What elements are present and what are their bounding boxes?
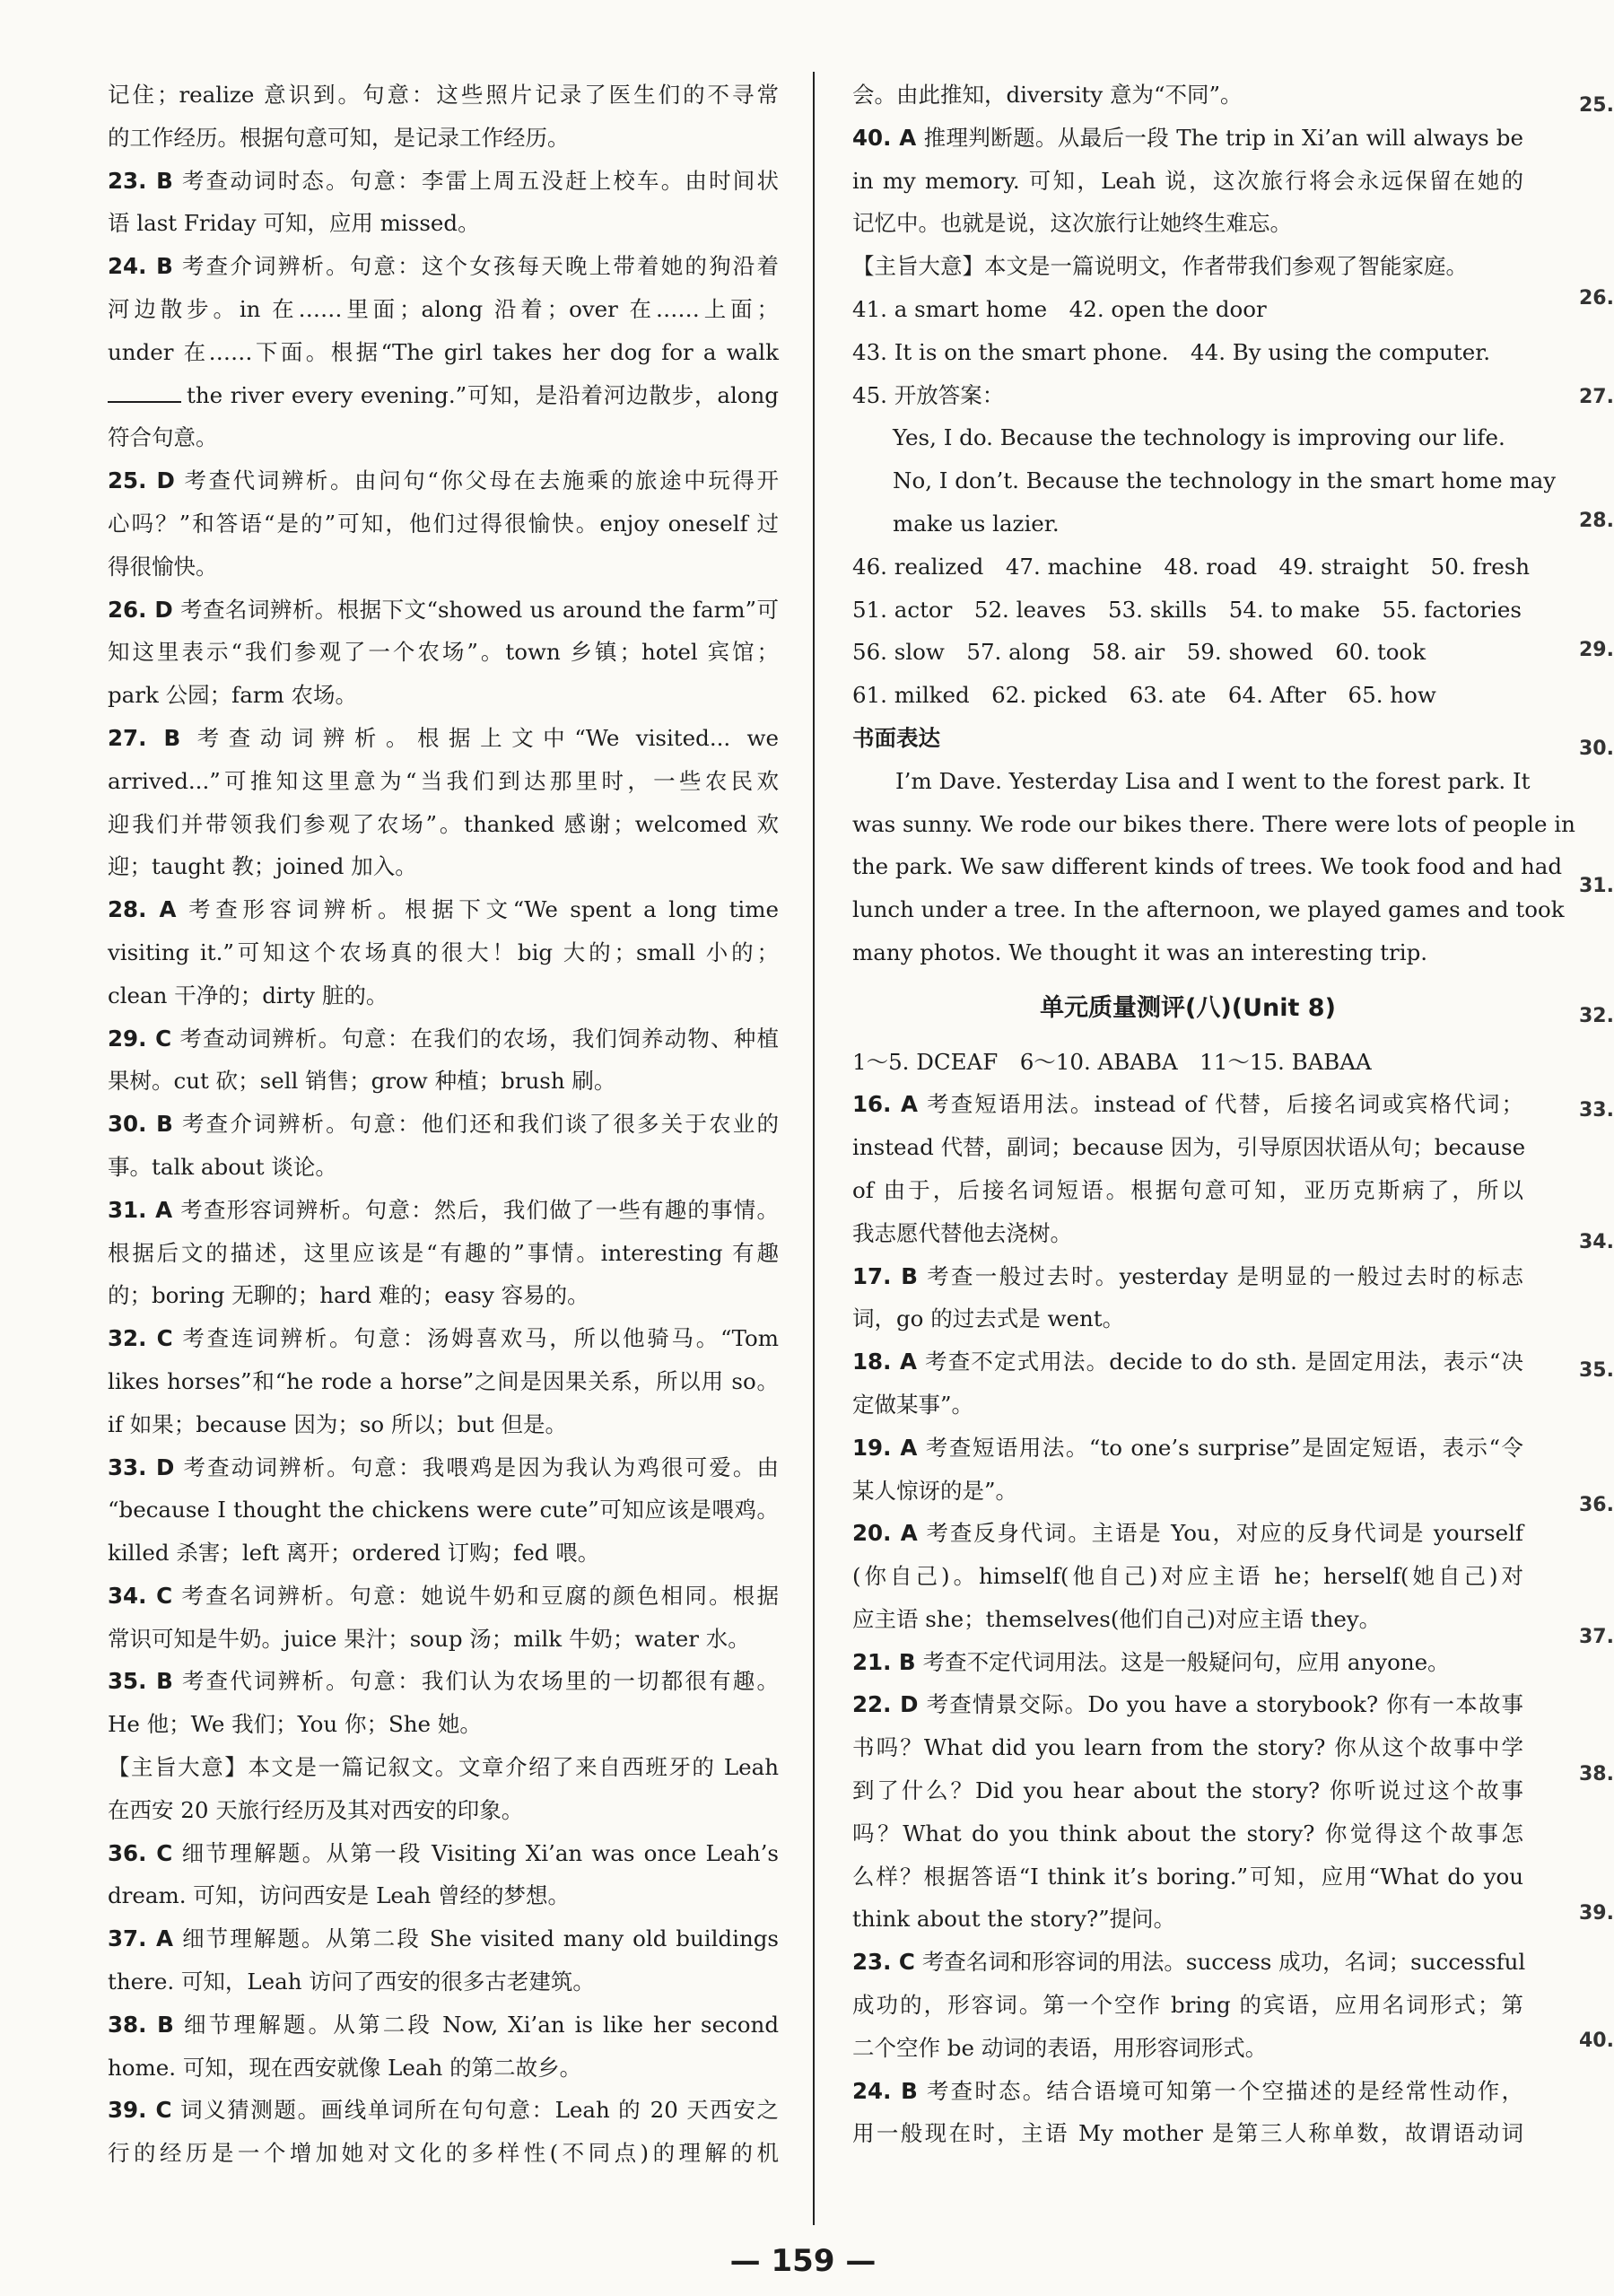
- question-number: 36. C: [108, 1839, 173, 1866]
- text-line: make us lazier.: [893, 510, 1060, 537]
- text-line: 45. 开放答案：: [852, 381, 1005, 408]
- text-line: home. 可知，现在西安就像 Leah 的第二故乡。: [108, 2054, 582, 2081]
- text-line: 【主旨大意】本文是一篇记叙文。文章介绍了来自西班牙的 Leah: [108, 1754, 779, 1781]
- text-line: [108, 2089, 779, 2132]
- text-line: 果树。cut 砍；sell 销售；grow 种植；brush 刷。: [108, 1068, 616, 1095]
- explanation-text: 考查情景交际。Do you have a storybook? 你有一本故事: [925, 1691, 1523, 1718]
- text-line: [108, 1832, 779, 1875]
- text-line: [108, 1017, 779, 1061]
- right-column: [852, 74, 1575, 2155]
- text-line: lunch under a tree. In the afternoon, we played games and took: [852, 896, 1565, 923]
- text-line: “because I thought the chickens were cute”可知应该是喂鸡。: [108, 1497, 779, 1523]
- question-number: 39. C: [108, 2097, 172, 2124]
- text-line: 定做某事”。: [852, 1391, 974, 1418]
- text-line: (你自己)。himself(他自己)对应主语 he；herself(她自己)对: [852, 1563, 1523, 1590]
- question-number: 34. C: [108, 1582, 173, 1609]
- question-number: 29. C: [108, 1025, 172, 1052]
- text-line: 61. milked 62. picked 63. ate 64. After 65. how: [852, 682, 1436, 709]
- question-number: 28. A: [108, 896, 177, 923]
- explanation-text: 考查代词辨析。句意：我们认为农场里的一切都很有趣。: [179, 1668, 779, 1695]
- text-line: 56. slow 57. along 58. air 59. showed 60. took: [852, 639, 1426, 666]
- edge-question-number: 34.: [1579, 1231, 1614, 1253]
- text-line: clean 干净的；dirty 脏的。: [108, 982, 388, 1008]
- text-line: I’m Dave. Yesterday Lisa and I went to the forest park. It: [895, 767, 1531, 794]
- edge-question-number: 39.: [1579, 1902, 1614, 1925]
- explanation-text: 考查不定代词用法。这是一般疑问句，应用 anyone。: [922, 1648, 1450, 1675]
- explanation-text: 考查连词辨析。句意：汤姆喜欢马，所以他骑马。“Tom: [179, 1325, 779, 1352]
- explanation-text: 考查介词辨析。句意：他们还和我们谈了很多关于农业的: [179, 1111, 779, 1138]
- explanation-text: 考查形容词辨析。根据下文“We spent a long time: [183, 896, 779, 923]
- text-line: 语 last Friday 可知，应用 missed。: [108, 210, 480, 237]
- explanation-text: 细节理解题。从第一段 Visiting Xi’an was once Leah’s: [179, 1839, 779, 1866]
- text-line: 二个空作 be 动词的表语，用形容词形式。: [852, 2034, 1268, 2061]
- text-line: 的工作经历。根据句意可知，是记录工作经历。: [108, 124, 570, 151]
- text-line: 河边散步。in 在……里面；along 沿着；over 在……上面；: [108, 295, 779, 322]
- explanation-text: 考查动词辨析。句意：我喂鸡是因为我认为鸡很可爱。由: [181, 1454, 779, 1480]
- text-line: [108, 245, 779, 288]
- explanation-text: 考查短语用法。“to one’s surprise”是固定短语，表示“令: [924, 1434, 1523, 1461]
- explanation-text: 细节理解题。从第二段 She visited many old buildings: [179, 1925, 779, 1952]
- explanation-text: 考查反身代词。主语是 You，对应的反身代词是 yourself: [924, 1520, 1523, 1547]
- text-line: Yes, I do. Because the technology is improving our life.: [893, 424, 1505, 451]
- question-number: 25. D: [108, 467, 175, 494]
- question-number: 30. B: [108, 1111, 173, 1138]
- text-line: 吗？What do you think about the story? 你觉得这个故事怎: [852, 1820, 1523, 1846]
- edge-question-number: 33.: [1579, 1099, 1614, 1122]
- text-line: likes horses”和“he rode a horse”之间是因果关系，所以用 so。: [108, 1367, 779, 1394]
- edge-question-number: 26.: [1579, 287, 1614, 310]
- section-title: 单元质量测评(八)(Unit 8): [1040, 993, 1336, 1022]
- explanation-text: 词义猜测题。画线单词所在句句意：Leah 的 20 天西安之: [179, 2097, 779, 2124]
- text-line: arrived...”可推知这里意为“当我们到达那里时，一些农民欢: [108, 767, 779, 794]
- edge-question-number: 38.: [1579, 1763, 1614, 1785]
- edge-question-number: 25.: [1579, 94, 1614, 117]
- text-line: visiting it.”可知这个农场真的很大！big 大的；small 小的；: [108, 938, 779, 965]
- text-line: 某人惊讶的是”。: [852, 1477, 1018, 1504]
- text-line: 51. actor 52. leaves 53. skills 54. to make 55. factories: [852, 596, 1522, 623]
- text-line: 在西安 20 天旅行经历及其对西安的印象。: [108, 1796, 524, 1823]
- question-number: 32. C: [108, 1325, 173, 1352]
- text-line: No, I don’t. Because the technology in the smart home may: [893, 467, 1557, 494]
- explanation-text: 考查短语用法。instead of 代替，后接名词或宾格代词；: [925, 1091, 1523, 1118]
- question-number: 18. A: [852, 1349, 918, 1375]
- column-divider: [813, 72, 815, 2225]
- text-line: [852, 1641, 1523, 1684]
- text-line: [108, 1446, 779, 1489]
- explanation-text: 考查不定式用法。decide to do sth. 是固定用法，表示“决: [924, 1349, 1523, 1375]
- explanation-text: the river every evening.”可知，是沿着河边散步，along: [187, 381, 779, 408]
- text-line: if 如果；because 因为；so 所以；but 但是。: [108, 1410, 568, 1437]
- text-line: [852, 1512, 1523, 1555]
- question-number: 23. B: [108, 167, 173, 194]
- edge-question-number: 37.: [1579, 1626, 1614, 1648]
- text-line: was sunny. We rode our bikes there. There were lots of people in: [852, 810, 1575, 837]
- edge-question-number: 31.: [1579, 875, 1614, 897]
- question-number: 31. A: [108, 1196, 173, 1223]
- edge-question-number: 27.: [1579, 386, 1614, 408]
- question-number: 17. B: [852, 1262, 918, 1289]
- explanation-text: 考查代词辨析。由问句“你父母在去施乘的旅途中玩得开: [181, 467, 779, 494]
- explanation-text: 考查形容词辨析。句意：然后，我们做了一些有趣的事情。: [179, 1196, 779, 1223]
- text-line: [108, 2004, 779, 2047]
- text-line: think about the story?”提问。: [852, 1906, 1176, 1933]
- question-number: 24. B: [108, 253, 173, 280]
- text-line: 应主语 she；themselves(他们自己)对应主语 they。: [852, 1605, 1382, 1632]
- text-line: [852, 1255, 1523, 1298]
- explanation-text: 考查动词辨析。句意：在我们的农场，我们饲养动物、种植: [179, 1025, 779, 1052]
- text-line: 会。由此推知，diversity 意为“不同”。: [852, 82, 1243, 108]
- question-number: 33. D: [108, 1454, 175, 1480]
- question-number: 19. A: [852, 1434, 918, 1461]
- question-number: 35. B: [108, 1668, 173, 1695]
- explanation-text: 考查动词辨析。根据上文中“We visited... we: [188, 724, 780, 751]
- text-line: 符合句意。: [108, 424, 218, 451]
- text-line: [108, 888, 779, 931]
- text-line: the park. We saw different kinds of trees. We took food and had: [852, 853, 1563, 880]
- text-line: 用一般现在时，主语 My mother 是第三人称单数，故谓语动词: [852, 2120, 1523, 2147]
- text-line: 知这里表示“我们参观了一个农场”。town 乡镇；hotel 宾馆；: [108, 639, 779, 666]
- question-number: 23. C: [852, 1949, 915, 1976]
- text-line: 43. It is on the smart phone. 44. By using the computer.: [852, 338, 1491, 365]
- text-line: [108, 1575, 779, 1618]
- question-number: 38. B: [108, 2011, 174, 2038]
- text-line: 常识可知是牛奶。juice 果汁；soup 汤；milk 牛奶；water 水。: [108, 1625, 750, 1652]
- explanation-text: 考查时态。结合语境可知第一个空描述的是经常性动作，: [924, 2077, 1523, 2104]
- text-line: [108, 1189, 779, 1232]
- text-line: [108, 589, 779, 632]
- edge-question-number: 40.: [1579, 2030, 1614, 2052]
- edge-question-number: 36.: [1579, 1494, 1614, 1516]
- text-line: park 公园；farm 农场。: [108, 682, 358, 709]
- text-line: [108, 160, 779, 203]
- text-line: [852, 117, 1523, 160]
- text-line: [108, 1917, 779, 1960]
- text-line: [108, 1660, 779, 1703]
- text-line: [852, 1941, 1526, 1984]
- text-line: 迎；taught 教；joined 加入。: [108, 853, 417, 880]
- explanation-text: 考查名词辨析。根据下文“showed us around the farm”可: [179, 596, 779, 623]
- text-line: 到了什么？Did you hear about the story? 你听说过这个故事: [852, 1777, 1523, 1804]
- page-number: — 159 —: [729, 2243, 877, 2279]
- text-line: [108, 374, 779, 417]
- text-line: 我志愿代替他去浇树。: [852, 1219, 1072, 1246]
- left-column: [108, 74, 779, 2175]
- text-line: [852, 1340, 1523, 1384]
- question-number: 20. A: [852, 1520, 918, 1547]
- edge-question-number: 29.: [1579, 639, 1614, 661]
- text-line: 【主旨大意】本文是一篇说明文，作者带我们参观了智能家庭。: [852, 253, 1468, 280]
- text-line: 书吗？What did you learn from the story? 你从这个故事中学: [852, 1734, 1523, 1761]
- text-line: 的；boring 无聊的；hard 难的；easy 容易的。: [108, 1282, 589, 1309]
- question-number: 22. D: [852, 1691, 919, 1718]
- text-line: 46. realized 47. machine 48. road 49. straight 50. fresh: [852, 553, 1531, 580]
- text-line: 1～5. DCEAF 6～10. ABABA 11～15. BABAA: [852, 1048, 1372, 1075]
- question-number: 37. A: [108, 1925, 173, 1952]
- text-line: [108, 1317, 779, 1360]
- question-number: 21. B: [852, 1648, 916, 1675]
- text-line: under 在……下面。根据“The girl takes her dog for a walk: [108, 338, 779, 365]
- text-line: [852, 1683, 1523, 1726]
- next-page-edge: [1579, 0, 1614, 2296]
- text-line: dream. 可知，访问西安是 Leah 曾经的梦想。: [108, 1882, 571, 1909]
- edge-question-number: 28.: [1579, 510, 1614, 532]
- text-line: of 由于，后接名词短语。根据句意可知，亚历克斯病了，所以: [852, 1176, 1523, 1203]
- edge-question-number: 35.: [1579, 1359, 1614, 1382]
- text-line: instead 代替，副词；because 因为，引导原因状语从句；because: [852, 1134, 1526, 1161]
- text-line: 心吗？”和答语“是的”可知，他们过得很愉快。enjoy oneself 过: [108, 510, 779, 537]
- text-line: [852, 1083, 1523, 1126]
- text-line: 41. a smart home 42. open the door: [852, 295, 1267, 322]
- text-line: [852, 2070, 1523, 2113]
- text-line: [108, 717, 779, 760]
- explanation-text: 考查介词辨析。句意：这个女孩每天晚上带着她的狗沿着: [179, 253, 779, 280]
- text-line: [108, 459, 779, 502]
- edge-question-number: 32.: [1579, 1005, 1614, 1027]
- text-line: many photos. We thought it was an interesting trip.: [852, 938, 1428, 965]
- explanation-text: 推理判断题。从最后一段 The trip in Xi’an will always be: [923, 124, 1523, 151]
- question-number: 27. B: [108, 724, 181, 751]
- text-line: 记忆中。也就是说，这次旅行让她终生难忘。: [852, 210, 1292, 237]
- text-line: in my memory. 可知，Leah 说，这次旅行将会永远保留在她的: [852, 167, 1523, 194]
- text-line: 得很愉快。: [108, 553, 218, 580]
- text-line: killed 杀害；left 离开；ordered 订购；fed 喂。: [108, 1540, 600, 1567]
- question-number: 26. D: [108, 596, 173, 623]
- text-line: [108, 1103, 779, 1146]
- text-line: 成功的，形容词。第一个空作 bring 的宾语，应用名词形式；第: [852, 1992, 1523, 2019]
- explanation-text: 细节理解题。从第二段 Now, Xi’an is like her second: [180, 2011, 780, 2038]
- question-number: 40. A: [852, 124, 917, 151]
- question-number: 24. B: [852, 2077, 918, 2104]
- text-line: 行的经历是一个增加她对文化的多样性(不同点)的理解的机: [108, 2140, 779, 2167]
- writing-heading: 书面表达: [852, 724, 940, 751]
- text-line: 根据后文的描述，这里应该是“有趣的”事情。interesting 有趣: [108, 1239, 779, 1266]
- question-number: 16. A: [852, 1091, 919, 1118]
- text-line: [852, 1427, 1523, 1470]
- text-line: there. 可知，Leah 访问了西安的很多古老建筑。: [108, 1969, 595, 1995]
- answer-blank: [108, 383, 181, 403]
- text-line: 么样？根据答语“I think it’s boring.”可知，应用“What do you: [852, 1863, 1523, 1890]
- text-line: He 他；We 我们；You 你；She 她。: [108, 1711, 482, 1738]
- explanation-text: 考查名词辨析。句意：她说牛奶和豆腐的颜色相同。根据: [179, 1582, 780, 1609]
- edge-question-number: 30.: [1579, 738, 1614, 760]
- text-line: 记住；realize 意识到。句意：这些照片记录了医生们的不寻常: [108, 82, 779, 108]
- explanation-text: 考查动词时态。句意：李雷上周五没赶上校车。由时间状: [179, 167, 779, 194]
- explanation-text: 考查一般过去时。yesterday 是明显的一般过去时的标志: [924, 1262, 1523, 1289]
- text-line: 迎我们并带领我们参观了农场”。thanked 感谢；welcomed 欢: [108, 810, 779, 837]
- explanation-text: 考查名词和形容词的用法。success 成功，名词；successful: [921, 1949, 1526, 1976]
- text-line: 事。talk about 谈论。: [108, 1153, 337, 1180]
- text-line: 词，go 的过去式是 went。: [852, 1305, 1125, 1332]
